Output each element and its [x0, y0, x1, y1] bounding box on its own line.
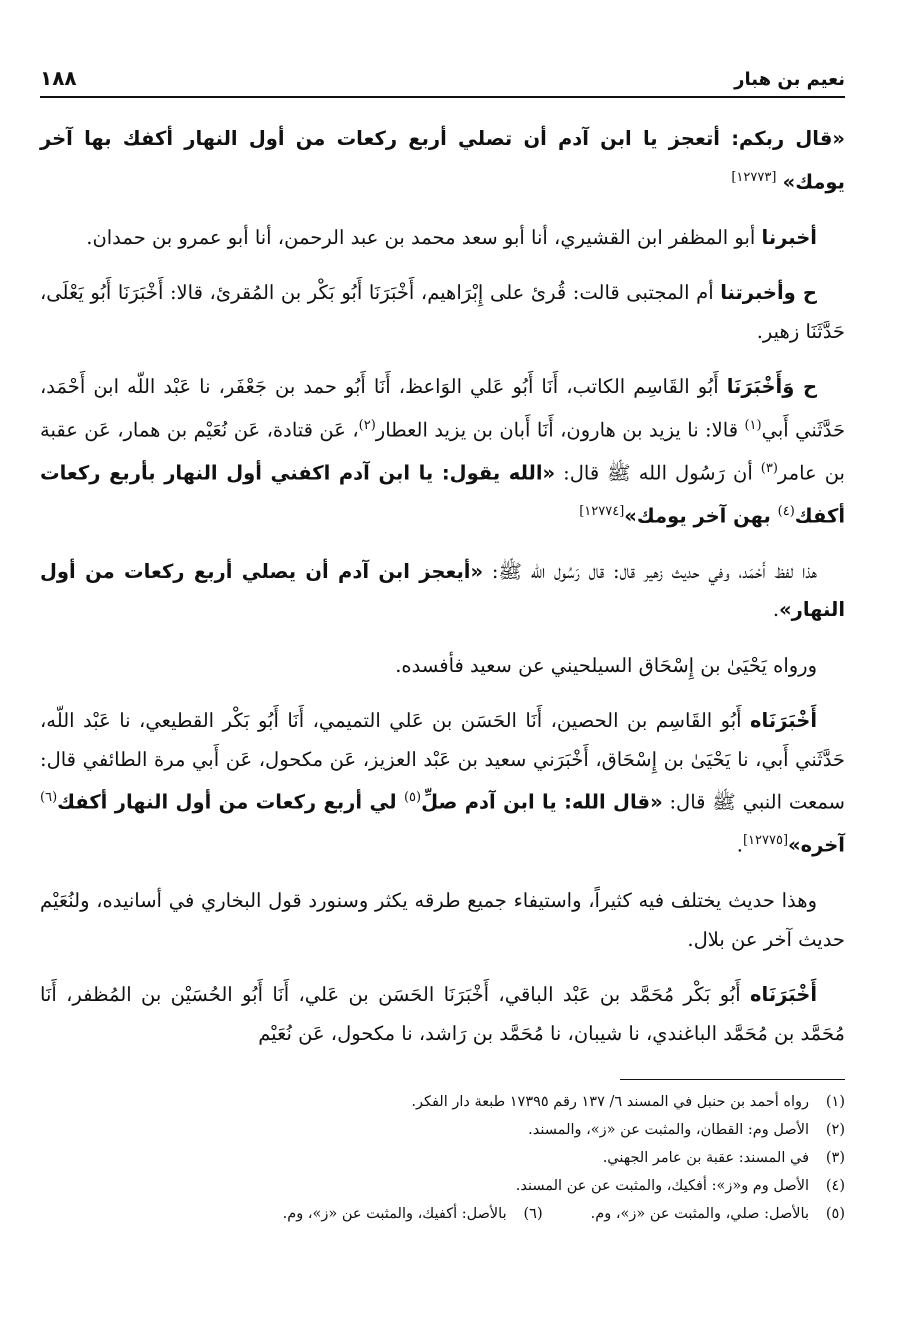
footnote	[40, 1172, 845, 1200]
paragraph-1	[40, 120, 845, 202]
punctuation: .	[736, 833, 743, 857]
footnote-row	[40, 1200, 845, 1228]
body-text: ورواه يَحْيَىٰ بن إِسْحَاق السيلحيني عن سعيد فأفسده.	[395, 653, 817, 677]
paragraph-6	[40, 647, 845, 686]
footnote	[283, 1200, 543, 1228]
hadith-quote: «أيعجز ابن آدم أن يصلي أربع ركعات من أول النهار»	[40, 559, 845, 621]
footnote-ref[interactable]: (٢)	[358, 417, 376, 433]
isnad-text: أم المجتبى قالت: قُرئ على إِبْرَاهيم، أَخْبَرَنَا أَبُو بَكْر بن المُقرئ، قالا: أَخْبَرَنَا أَبُو يَعْلَى، حَدَّثَنَا زهير.	[40, 281, 845, 343]
hadith-quote: آخره»	[788, 833, 845, 857]
book-page	[40, 52, 845, 1228]
paragraph-3	[40, 274, 845, 351]
isnad-lead: أَخْبَرَنَاه	[750, 709, 817, 732]
footnote-number: (٦)	[523, 1206, 543, 1222]
footnote	[40, 1088, 845, 1116]
main-text	[40, 120, 845, 1053]
footnote-number: (٢)	[825, 1122, 845, 1138]
footnote	[40, 1116, 845, 1144]
footnote-ref[interactable]: (٦)	[40, 790, 58, 805]
paragraph-2	[40, 219, 845, 258]
body-text: وهذا حديث يختلف فيه كثيراً، واستيفاء جميع طرقه يكثر وسنورد قول البخاري في أسانيده، ولنُعَيْم حديث آخر عن بلال.	[40, 889, 845, 951]
footnote	[591, 1200, 845, 1228]
body-text: هذا لفظ أَحْمَد، وفي حديث زهير قال: قال رَسُول الله ﷺ:	[483, 559, 817, 583]
footnote-text: الأصل وم: القطان، والمثبت عن «ز»، والمسند.	[528, 1122, 809, 1138]
footnote-ref[interactable]: (١)	[744, 417, 762, 433]
paragraph-9	[40, 976, 845, 1053]
footnote-ref[interactable]: (٣)	[760, 460, 778, 476]
footnote-number: (١)	[825, 1094, 845, 1110]
hadith-number: [١٢٧٧٤]	[579, 503, 625, 519]
isnad-lead: ح وَأَخْبَرَنَا	[726, 375, 818, 398]
isnad-text: أَبُو القَاسِم بن الحصين، أَنَا الحَسَن بن عَلي التميمي، أَنَا أَبُو بَكْر القطيعي، نا عَبْد اللّه، حَدَّثَني أَبي، نا يَحْيَىٰ بن إِسْحَاق، أَخْبَرَني سعيد بن عَبْد العزيز، عَن مكحول، عَن أَبي مرة الطائفي قال: سمعت النبي ﷺ قال:	[40, 709, 845, 814]
footnote-text: رواه أحمد بن حنبل في المسند ٦/ ١٣٧ رقم ١٧٣٩٥ طبعة دار الفكر.	[411, 1094, 809, 1110]
isnad-text: قالا: نا يزيد بن هارون، أَنَا أَبان بن يزيد العطار	[375, 418, 745, 441]
footnote-ref[interactable]: (٤)	[777, 503, 795, 519]
isnad-text: أَبُو بَكْر مُحَمَّد بن عَبْد الباقي، أَخْبَرَنَا الحَسَن بن عَلي، أَنَا أَبُو الحُسَيْن بن المُظفر، أَنَا مُحَمَّد بن مُحَمَّد الباغندي، نا شيبان، نا مُحَمَّد بن رَاشد، نا مكحول، عَن نُعَيْم	[40, 983, 845, 1045]
footnote-text: الأصل وم و«ز»: أفكيك، والمثبت عن عن المسند.	[515, 1178, 809, 1194]
isnad-lead: ح وأخبرتنا	[720, 281, 817, 304]
footnote-number: (٤)	[825, 1178, 845, 1194]
footnote-number: (٣)	[825, 1150, 845, 1166]
footnote-separator	[620, 1079, 845, 1080]
footnote-text: بالأصل: أكفيك، والمثبت عن «ز»، وم.	[282, 1206, 507, 1222]
hadith-quote: «قال ربكم: أتعجز يا ابن آدم أن تصلي أربع ركعات من أول النهار أكفك بها آخر يومك»	[40, 127, 845, 193]
isnad-text: أن رَسُول الله ﷺ قال:	[555, 461, 761, 484]
isnad-lead: أَخْبَرَنَاه	[750, 983, 817, 1006]
footnote-text: بالأصل: صلي، والمثبت عن «ز»، وم.	[590, 1206, 809, 1222]
hadith-quote: بهن آخر يومك»	[624, 504, 778, 527]
hadith-quote: «الله يقول: يا ابن آدم اكفني أول النهار بأربع ركعات أكفك	[40, 461, 845, 527]
hadith-number: [١٢٧٧٣]	[731, 169, 777, 185]
isnad-text: ، عَن قتادة، عَن نُعَيْم بن همار، عَن عقبة بن عامر	[40, 418, 845, 484]
isnad-text: أَبُو القَاسِم الكاتب، أَنَا أَبُو عَلي الوَاعظ، أَنَا أَبُو حمد بن جَعْفَر، نا عَبْد اللّه ابن أَحْمَد، حَدَّثَني أَبي	[40, 375, 846, 441]
footnote-text: في المسند: عقبة بن عامر الجهني.	[602, 1150, 809, 1166]
paragraph-7	[40, 702, 845, 865]
paragraph-5	[40, 553, 845, 630]
footnote-ref[interactable]: (٥)	[403, 790, 422, 805]
footnotes	[40, 1088, 845, 1228]
footnote	[40, 1144, 845, 1172]
page-number: ١٨٨	[40, 66, 77, 90]
paragraph-4	[40, 368, 845, 536]
running-title: نعيم بن هبار	[734, 69, 845, 90]
paragraph-8	[40, 882, 845, 959]
page-header	[40, 52, 845, 98]
hadith-quote: «قال الله: يا ابن آدم صلِّ	[421, 790, 663, 814]
isnad-text: أبو المظفر ابن القشيري، أنا أبو سعد محمد بن عبد الرحمن، أنا أبو عمرو بن حمدان.	[86, 225, 762, 249]
hadith-quote: لي أربع ركعات من أول النهار أكفك	[57, 790, 404, 814]
isnad-lead: أخبرنا	[761, 225, 817, 249]
footnote-number: (٥)	[825, 1206, 845, 1222]
hadith-number: [١٢٧٧٥]	[742, 833, 789, 848]
punctuation: .	[772, 598, 780, 621]
